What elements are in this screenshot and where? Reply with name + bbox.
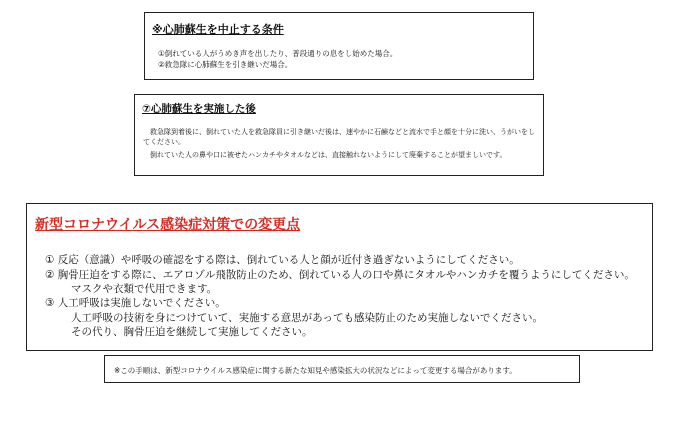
after-cpr-title: ⑦心肺蘇生を実施した後 [142,103,256,115]
after-cpr-box [134,94,544,176]
stop-condition-item: ②救急隊に心肺蘇生を引き継いだ場合。 [158,60,293,69]
covid-change-subitem: マスクや衣類で代用できます。 [71,283,218,295]
stop-conditions-title: ※心肺蘇生を中止する条件 [152,23,284,36]
covid-changes-box [26,203,653,351]
footnote-text: ※この手順は、新型コロナウイルス感染症に関する新たな知見や感染拡大の状況などによって変更する場合があります。 [114,366,517,375]
after-cpr-paragraph: 救急隊到着後に、倒れていた人を救急隊員に引き継いだ後は、速やかに石鹸などと流水で手と顔を十分に洗い、うがいをしてください。 [143,128,535,146]
stop-condition-item: ①倒れている人がうめき声を出したり、普段通りの息をし始めた場合。 [158,49,398,58]
covid-change-item: ① 反応（意識）や呼吸の確認をする際は、倒れている人と顔が近付き過ぎないようにしてください。 [45,254,520,266]
covid-change-item: ② 胸骨圧迫をする際に、エアロゾル飛散防止のため、倒れている人の口や鼻にタオルやハンカチを覆うようにしてください。 [45,269,635,281]
covid-change-item: ③ 人工呼吸は実施しないでください。 [45,297,226,309]
covid-change-subitem: 人工呼吸の技術を身につけていて、実施する意思があっても感染防止のため実施しないでください。 [71,312,543,324]
footnote-box [104,355,580,383]
stop-conditions-box [144,12,534,80]
covid-change-subitem: その代り、胸骨圧迫を継続して実施してください。 [71,326,313,338]
after-cpr-paragraph: 倒れていた人の鼻や口に被せたハンカチやタオルなどは、直接触れないようにして廃棄することが望ましいです。 [150,151,507,159]
covid-changes-title: 新型コロナウイルス感染症対策での変更点 [35,217,301,233]
